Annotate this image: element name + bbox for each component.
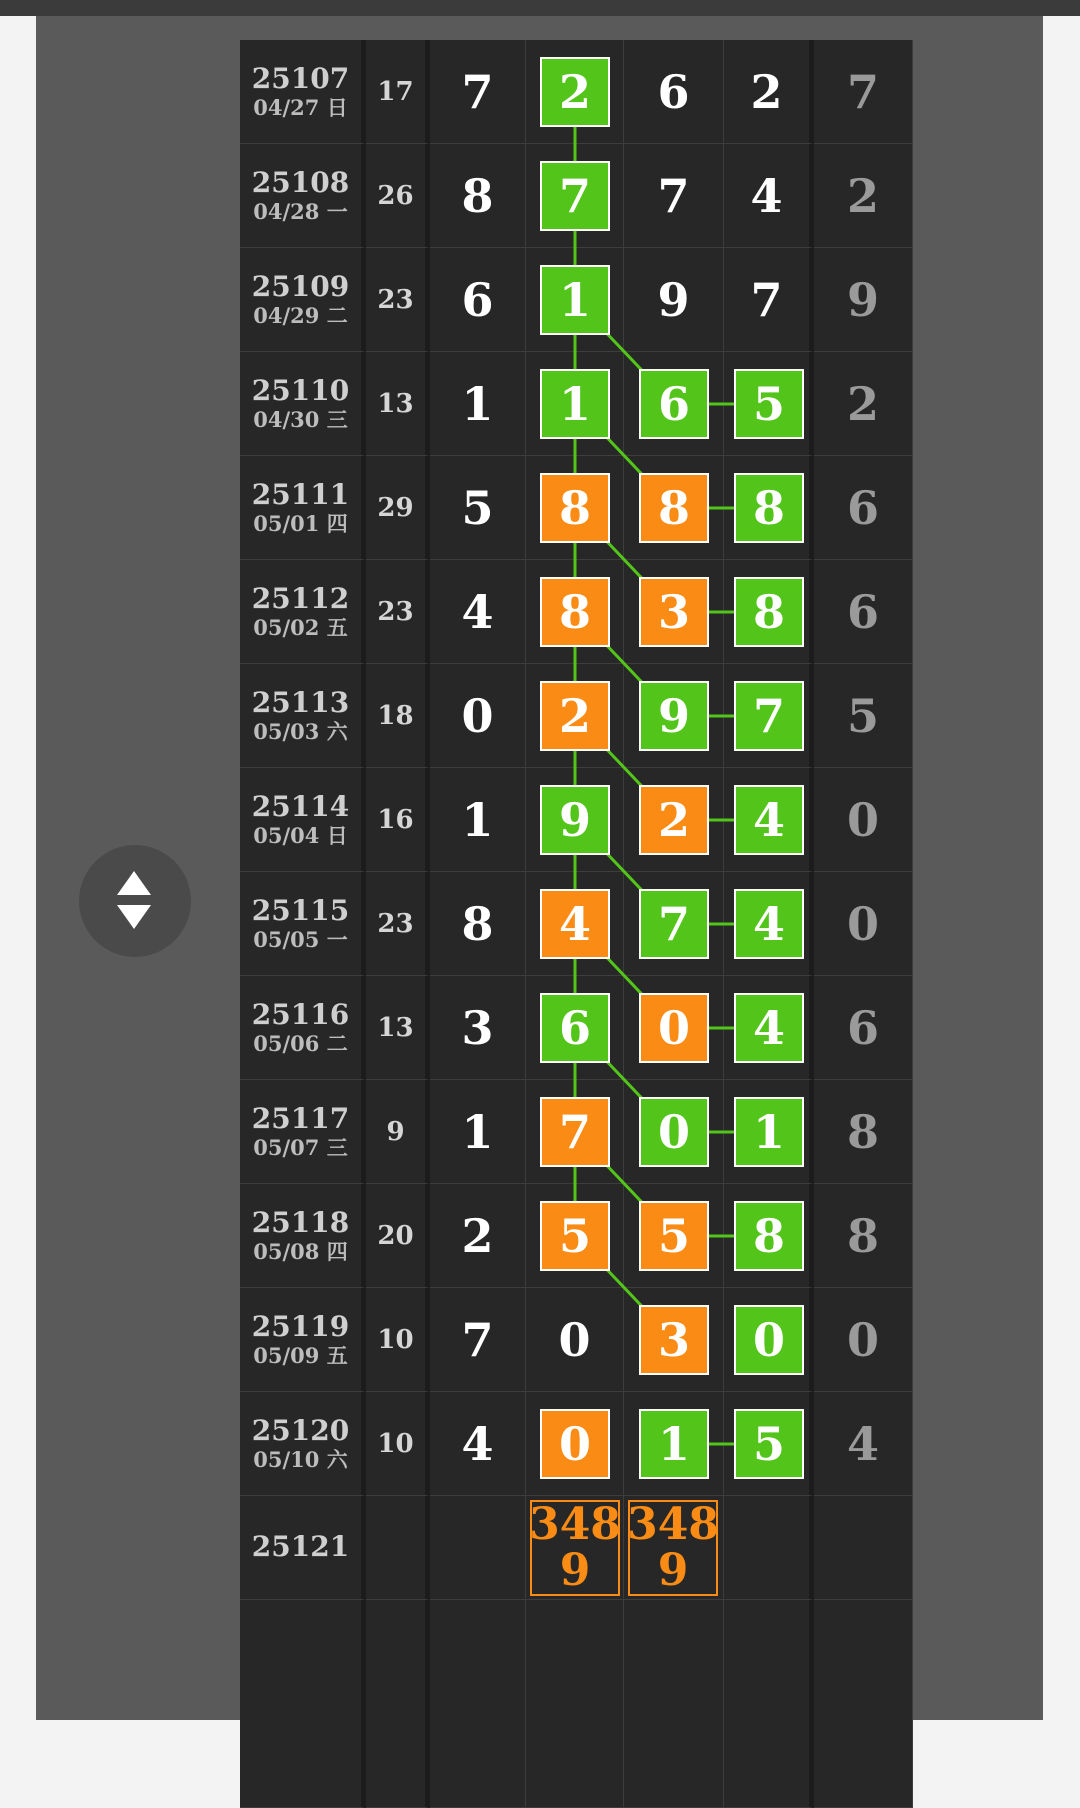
issue-date: 05/10 六 (253, 1446, 348, 1472)
miss-digit: 8 (639, 473, 709, 543)
sum-cell: 23 (366, 560, 430, 664)
miss-digit: 5 (639, 1201, 709, 1271)
tail-digit-cell: 6 (814, 976, 913, 1080)
issue-date: 04/30 三 (253, 406, 348, 432)
digit-cell: 6 (624, 40, 724, 144)
issue-date: 05/08 四 (253, 1238, 348, 1264)
miss-digit: 8 (540, 577, 610, 647)
issue-date: 05/09 五 (253, 1342, 348, 1368)
sum-cell: 16 (366, 768, 430, 872)
issue-number: 25120 (251, 1414, 350, 1448)
tail-digit-cell: 2 (814, 352, 913, 456)
empty-cell (814, 1600, 913, 1808)
miss-digit: 0 (639, 993, 709, 1063)
chart-panel (36, 16, 1043, 1720)
sum-cell: 10 (366, 1392, 430, 1496)
hit-digit: 1 (734, 1097, 804, 1167)
hit-digit: 0 (639, 1097, 709, 1167)
digit-cell: 7 (430, 40, 526, 144)
tail-digit-cell: 0 (814, 872, 913, 976)
issue-date: 05/03 六 (253, 718, 348, 744)
tail-digit-cell: 4 (814, 1392, 913, 1496)
sum-cell: 18 (366, 664, 430, 768)
sum-cell: 20 (366, 1184, 430, 1288)
hit-digit: 4 (734, 785, 804, 855)
digit-cell: 4 (430, 560, 526, 664)
digit-cell: 6 (430, 248, 526, 352)
hit-digit: 7 (639, 889, 709, 959)
scroll-toggle-button[interactable] (79, 845, 191, 957)
hit-digit: 7 (734, 681, 804, 751)
tail-digit-cell: 9 (814, 248, 913, 352)
issue-date: 05/06 二 (253, 1030, 348, 1056)
digit-cell: 9 (624, 248, 724, 352)
hit-digit: 1 (639, 1409, 709, 1479)
issue-date: 05/04 日 (253, 822, 348, 848)
issue-number: 25119 (251, 1310, 350, 1344)
sum-cell: 29 (366, 456, 430, 560)
sum-cell: 13 (366, 352, 430, 456)
sum-cell: 23 (366, 248, 430, 352)
tail-digit-cell: 6 (814, 456, 913, 560)
prediction-box: 348 9 (529, 1499, 621, 1596)
digit-cell: 4 (724, 144, 814, 248)
miss-digit: 7 (540, 1097, 610, 1167)
empty-cell (366, 1600, 430, 1808)
digit-cell: 8 (430, 144, 526, 248)
empty-cell (724, 1600, 814, 1808)
sum-cell: 26 (366, 144, 430, 248)
hit-digit: 6 (540, 993, 610, 1063)
issue-date: 05/07 三 (253, 1134, 348, 1160)
issue-number: 25116 (251, 998, 350, 1032)
digit-cell: 1 (430, 352, 526, 456)
prediction-box: 348 9 (627, 1499, 719, 1596)
miss-digit: 3 (639, 1305, 709, 1375)
miss-digit: 3 (639, 577, 709, 647)
sum-cell: 13 (366, 976, 430, 1080)
hit-digit: 4 (734, 889, 804, 959)
digit-cell: 1 (430, 768, 526, 872)
hit-digit: 7 (540, 161, 610, 231)
issue-date: 04/29 二 (253, 302, 348, 328)
empty-cell (430, 1600, 526, 1808)
hit-digit: 9 (639, 681, 709, 751)
hit-digit: 6 (639, 369, 709, 439)
issue-number: 25113 (251, 686, 350, 720)
miss-digit: 4 (540, 889, 610, 959)
issue-number: 25114 (251, 790, 350, 824)
hit-digit: 1 (540, 265, 610, 335)
tail-digit-cell: 8 (814, 1080, 913, 1184)
hit-digit: 0 (734, 1305, 804, 1375)
miss-digit: 2 (540, 681, 610, 751)
issue-date: 05/01 四 (253, 510, 348, 536)
miss-digit: 2 (639, 785, 709, 855)
arrow-up-icon (117, 871, 151, 895)
trend-table (240, 40, 913, 1736)
sum-cell: 17 (366, 40, 430, 144)
hit-digit: 8 (734, 577, 804, 647)
issue-date: 04/28 一 (253, 198, 348, 224)
hit-digit: 2 (540, 57, 610, 127)
sum-cell: 23 (366, 872, 430, 976)
empty-cell (240, 1600, 366, 1808)
issue-number: 25111 (251, 478, 350, 512)
tail-digit-cell: 0 (814, 1288, 913, 1392)
hit-digit: 1 (540, 369, 610, 439)
sum-cell: 9 (366, 1080, 430, 1184)
issue-date: 05/02 五 (253, 614, 348, 640)
digit-cell: 2 (430, 1184, 526, 1288)
issue-number: 25109 (251, 270, 350, 304)
miss-digit: 8 (540, 473, 610, 543)
digit-cell: 7 (624, 144, 724, 248)
issue-date: 04/27 日 (253, 94, 348, 120)
digit-cell: 2 (724, 40, 814, 144)
empty-cell (526, 1600, 624, 1808)
hit-digit: 9 (540, 785, 610, 855)
miss-digit: 5 (540, 1201, 610, 1271)
issue-number: 25118 (251, 1206, 350, 1240)
hit-digit: 8 (734, 1201, 804, 1271)
tail-digit-cell: 7 (814, 40, 913, 144)
miss-digit: 0 (540, 1409, 610, 1479)
tail-digit-cell: 8 (814, 1184, 913, 1288)
issue-number: 25107 (251, 62, 350, 96)
issue-number: 25108 (251, 166, 350, 200)
digit-cell: 7 (430, 1288, 526, 1392)
sum-cell: 10 (366, 1288, 430, 1392)
next-issue-cell: 25121 (240, 1496, 366, 1600)
hit-digit: 5 (734, 369, 804, 439)
issue-number: 25117 (251, 1102, 350, 1136)
issue-date: 05/05 一 (253, 926, 348, 952)
digit-cell: 3 (430, 976, 526, 1080)
digit-cell: 4 (430, 1392, 526, 1496)
arrow-down-icon (117, 905, 151, 929)
digit-cell: 5 (430, 456, 526, 560)
hit-digit: 5 (734, 1409, 804, 1479)
digit-cell: 0 (526, 1288, 624, 1392)
digit-cell: 8 (430, 872, 526, 976)
issue-number: 25115 (251, 894, 350, 928)
status-bar (0, 0, 1080, 16)
hit-digit: 8 (734, 473, 804, 543)
empty-cell (624, 1600, 724, 1808)
tail-digit-cell: 0 (814, 768, 913, 872)
digit-cell: 1 (430, 1080, 526, 1184)
tail-digit-cell: 2 (814, 144, 913, 248)
issue-number: 25112 (251, 582, 350, 616)
digit-cell: 0 (430, 664, 526, 768)
tail-digit-cell: 6 (814, 560, 913, 664)
issue-number: 25110 (251, 374, 350, 408)
digit-cell: 7 (724, 248, 814, 352)
hit-digit: 4 (734, 993, 804, 1063)
tail-digit-cell: 5 (814, 664, 913, 768)
